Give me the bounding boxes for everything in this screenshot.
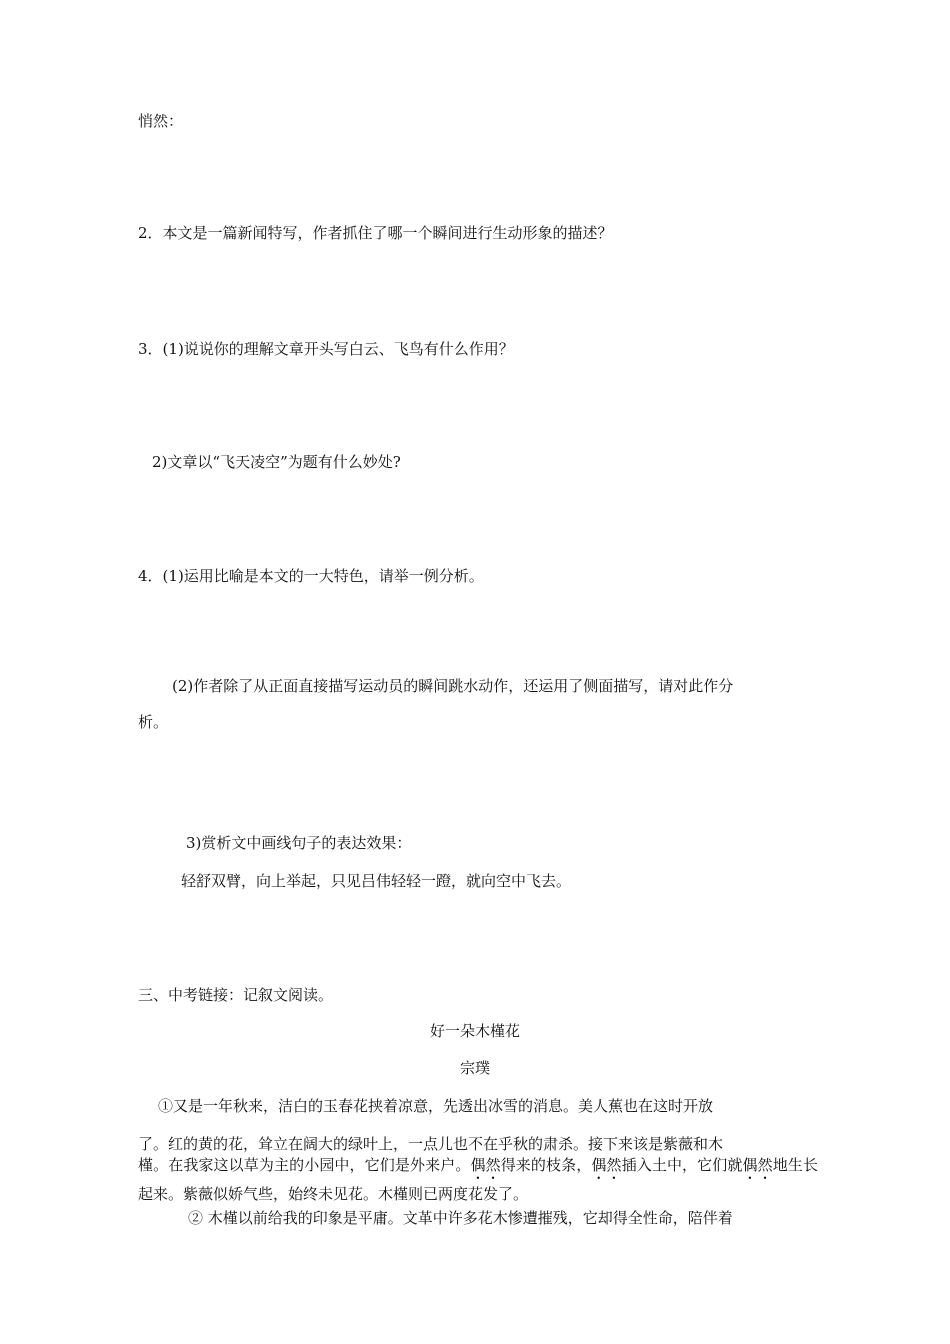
paragraph-1-text-b: 得来的枝条， [500, 1156, 592, 1174]
question-3-part-1: 3．(1)说说你的理解文章开头写白云、飞鸟有什么作用？ [138, 340, 514, 358]
paragraph-1-text-d: 地生长起来。紫薇似娇气些，始终未见花。木槿则已两度花发了。 [138, 1156, 818, 1203]
question-4-part-2-line-1: (2)作者除了从正面直接描写运动员的瞬间跳水动作，还运用了侧面描写，请对此作分 [172, 677, 734, 695]
paragraph-2-first-line: ② 木槿以前给我的印象是平庸。文革中许多花木惨遭摧残，它却得全性命，陪伴着 [188, 1209, 733, 1227]
question-4-part-1: 4．(1)运用比喻是本文的一大特色，请举一例分析。 [138, 567, 484, 585]
dotted-char: 然 [485, 1156, 501, 1174]
paragraph-1-text-a: 槿。在我家这以草为主的小园中，它们是外来户。 [138, 1156, 471, 1174]
reading-title: 好一朵木槿花 [429, 1022, 520, 1040]
paragraph-1-first-line: ①又是一年秋来，洁白的玉春花挟着凉意，先透出冰雪的消息。美人蕉也在这时开放 [158, 1097, 714, 1115]
question-4-part-3-sentence: 轻舒双臂，向上举起，只见吕伟轻轻一蹬，就向空中飞去。 [181, 872, 572, 890]
dotted-char: 然 [606, 1156, 622, 1174]
paragraph-1-second-line: 了。红的黄的花，耸立在阔大的绿叶上，一点儿也不在乎秋的肃杀。接下来该是紫薇和木 [138, 1135, 724, 1153]
dotted-char: 偶 [470, 1156, 486, 1174]
paragraph-1-text-c: 插入土中，它们就 [621, 1156, 743, 1174]
reading-author: 宗璞 [459, 1059, 490, 1077]
question-1-tail: 悄然： [138, 112, 184, 130]
section-3-heading: 三、中考链接：记叙文阅读。 [138, 986, 334, 1004]
question-3-part-2: 2)文章以“飞天凌空”为题有什么妙处? [152, 453, 401, 471]
dotted-char: 偶 [742, 1156, 758, 1174]
question-2: 2．本文是一篇新闻特写，作者抓住了哪一个瞬间进行生动形象的描述？ [138, 224, 613, 242]
dotted-char: 然 [757, 1156, 773, 1174]
paragraph-1-body [138, 1154, 818, 1205]
question-4-part-3: 3)赏析文中画线句子的表达效果： [186, 834, 412, 852]
question-4-part-2-line-2: 析。 [138, 713, 169, 731]
dotted-char: 偶 [591, 1156, 607, 1174]
